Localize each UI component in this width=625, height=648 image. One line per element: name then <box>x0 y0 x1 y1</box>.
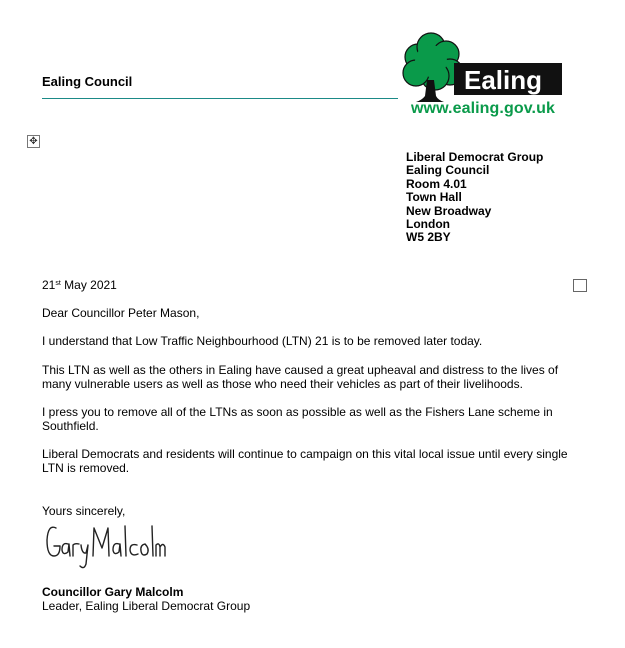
salutation: Dear Councillor Peter Mason, <box>42 306 200 320</box>
date-day: 21 <box>42 278 56 292</box>
signature-image <box>42 516 167 572</box>
letter-date <box>42 278 117 292</box>
paragraph-3: I press you to remove all of the LTNs as soon as possible as well as the Fishers Lane scheme in Southfield. <box>42 405 553 433</box>
paragraph-4: Liberal Democrats and residents will continue to campaign on this vital local issue until every single LTN is removed. <box>42 447 568 475</box>
closing: Yours sincerely, <box>42 504 126 518</box>
paragraph-1: I understand that Low Traffic Neighbourhood (LTN) 21 is to be removed later today. <box>42 334 483 348</box>
content-control-checkbox[interactable] <box>573 279 587 292</box>
signer-role: Leader, Ealing Liberal Democrat Group <box>42 599 251 613</box>
address-line: W5 2BY <box>406 230 451 245</box>
sender-title: Ealing Council <box>42 74 133 89</box>
table-move-handle-icon[interactable]: ✥ <box>27 135 40 148</box>
signer-name: Councillor Gary Malcolm <box>42 585 184 599</box>
address-line: Liberal Democrat Group <box>406 150 544 164</box>
paragraph-2: This LTN as well as the others in Ealing have caused a great upheaval and distress to the lives of many vulnerable users as well as those who need their vehicles as part of their livelihoods. <box>42 363 559 391</box>
date-rest: May 2021 <box>60 278 117 292</box>
date-suffix: st <box>55 280 61 287</box>
logo-name: Ealing <box>464 65 543 95</box>
address-line: New Broadway <box>406 203 492 218</box>
address-line: Ealing Council <box>406 163 490 178</box>
logo-url[interactable]: www.ealing.gov.uk <box>411 100 555 117</box>
address-line: Room 4.01 <box>406 176 467 191</box>
address-line: Town Hall <box>406 190 462 205</box>
address-line: London <box>406 217 450 232</box>
header-rule <box>42 98 398 99</box>
recipient-address <box>406 151 543 245</box>
